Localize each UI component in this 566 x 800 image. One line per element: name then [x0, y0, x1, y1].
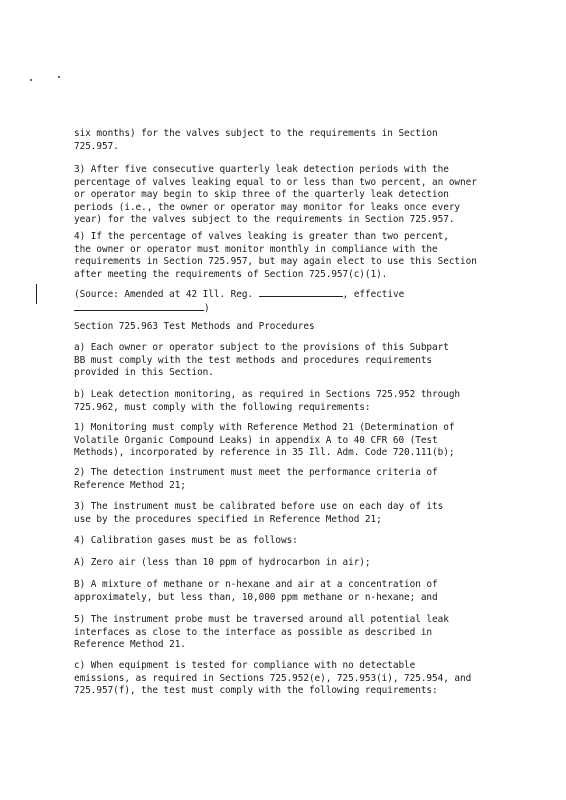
paragraph-3: [74, 164, 510, 227]
source-note: [74, 288, 510, 315]
subsection-b: [74, 389, 510, 414]
subsection-a: [74, 342, 510, 380]
text-line: 5) The instrument probe must be traversed around all potential leak: [74, 614, 449, 625]
source-end: ): [204, 302, 210, 314]
scan-speck: [30, 79, 32, 81]
text-line: 3) The instrument must be calibrated before use on each day of its: [74, 501, 444, 512]
text-line: 4) Calibration gases must be as follows:: [74, 535, 298, 546]
source-line-1: [74, 288, 510, 302]
text-line: 1) Monitoring must comply with Reference Method 21 (Determination of: [74, 422, 455, 433]
section-title: Section 725.963 Test Methods and Procedures: [74, 321, 315, 332]
text-line: a) Each owner or operator subject to the provisions of this Subpart: [74, 342, 449, 353]
text-line: Volatile Organic Compound Leaks) in appendix A to 40 CFR 60 (Test: [74, 434, 438, 446]
section-heading: [74, 321, 510, 334]
text-line: Methods), incorporated by reference in 35 Ill. Adm. Code 720.111(b);: [74, 447, 455, 458]
paragraph-continuation: [74, 128, 510, 153]
item-b4: [74, 535, 510, 548]
item-b4a: [74, 557, 510, 570]
text-line: six months) for the valves subject to the requirements in Section: [74, 128, 438, 139]
scan-speck: [58, 76, 60, 78]
item-b3: [74, 501, 510, 526]
subsection-c: [74, 660, 510, 698]
text-line: 725.957(f), the test must comply with the following requirements:: [74, 685, 438, 696]
text-line: after meeting the requirements of Section 725.957(c)(1).: [74, 268, 388, 280]
text-line: A) Zero air (less than 10 ppm of hydrocarbon in air);: [74, 557, 371, 568]
text-line: emissions, as required in Sections 725.952(e), 725.953(i), 725.954, and: [74, 672, 472, 684]
paragraph-4: [74, 231, 510, 281]
revision-bar: [36, 284, 37, 304]
text-line: 2) The detection instrument must meet the performance criteria of: [74, 467, 438, 478]
source-prefix: (Source: Amended at 42 Ill. Reg.: [74, 289, 259, 300]
text-line: 725.962, must comply with the following requirements:: [74, 401, 371, 413]
text-line: 3) After five consecutive quarterly leak detection periods with the: [74, 164, 449, 175]
text-line: use by the procedures specified in Reference Method 21;: [74, 513, 382, 525]
text-line: 725.957.: [74, 140, 119, 152]
text-line: year) for the valves subject to the requirements in Section 725.957.: [74, 214, 455, 225]
item-b1: [74, 422, 510, 460]
text-line: BB must comply with the test methods and procedures requirements: [74, 354, 433, 366]
text-line: B) A mixture of methane or n-hexane and air at a concentration of: [74, 579, 438, 590]
text-line: or operator may begin to skip three of the quarterly leak detection: [74, 189, 449, 200]
text-line: Reference Method 21.: [74, 639, 186, 650]
text-line: the owner or operator must monitor monthly in compliance with the: [74, 243, 438, 255]
text-line: b) Leak detection monitoring, as required in Sections 725.952 through: [74, 389, 461, 400]
item-b4b: [74, 579, 510, 604]
text-line: requirements in Section 725.957, but may again elect to use this Section: [74, 256, 477, 267]
effective-date-blank: [74, 302, 204, 311]
item-b2: [74, 467, 510, 492]
text-line: interfaces as close to the interface as possible as described in: [74, 626, 433, 638]
item-b5: [74, 614, 510, 652]
source-line-2: [74, 302, 510, 316]
text-line: c) When equipment is tested for compliance with no detectable: [74, 660, 416, 671]
text-line: percentage of valves leaking equal to or less than two percent, an owner: [74, 176, 477, 188]
text-line: 4) If the percentage of valves leaking is greater than two percent,: [74, 231, 449, 242]
source-blank: [259, 288, 343, 297]
source-suffix: , effective: [342, 289, 405, 300]
text-line: Reference Method 21;: [74, 479, 186, 491]
text-line: provided in this Section.: [74, 367, 214, 378]
text-line: periods (i.e., the owner or operator may monitor for leaks once every: [74, 201, 461, 213]
text-line: approximately, but less than, 10,000 ppm methane or n-hexane; and: [74, 591, 438, 603]
